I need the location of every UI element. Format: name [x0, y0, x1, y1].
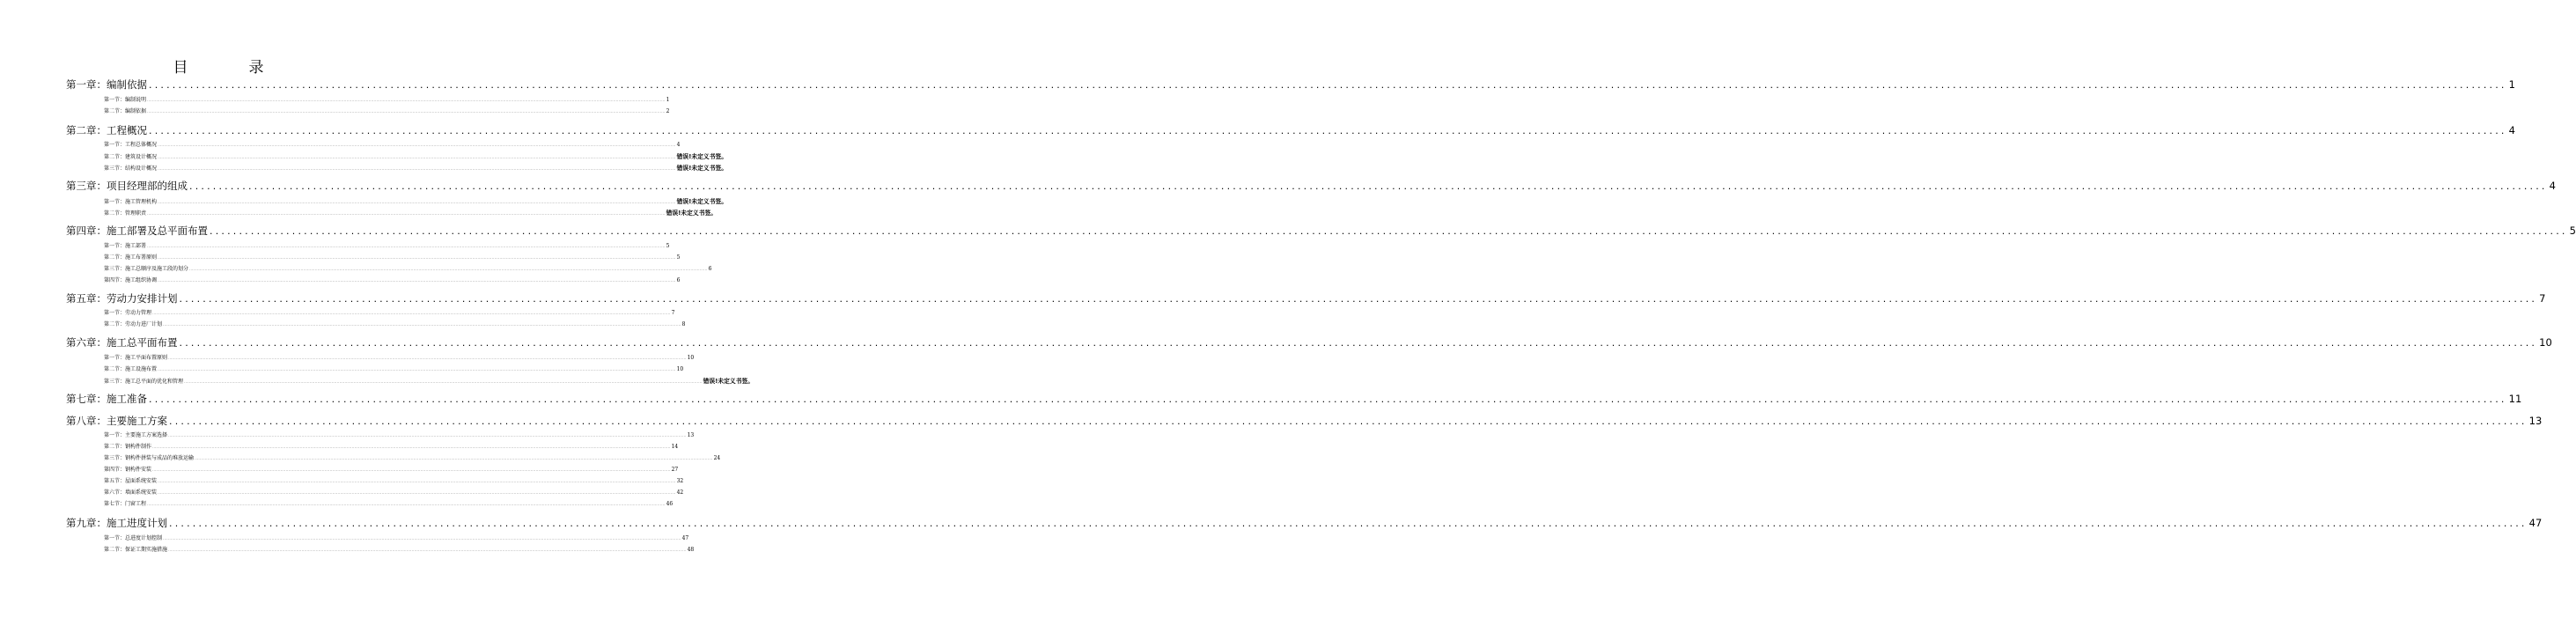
toc-section-2-3-label: 第三节：结构设计概况 — [104, 166, 158, 172]
toc-chapter-6[interactable] — [66, 335, 2552, 349]
toc-section-5-2-label: 第二节：劳动力进厂计划 — [104, 321, 163, 327]
toc-section-1-1-label: 第一节：编制说明 — [104, 97, 147, 103]
toc-section-4-2-page-number: 5 — [676, 254, 681, 261]
toc-chapter-3[interactable] — [66, 179, 2556, 193]
toc-chapter-6-page-number: 10 — [2539, 336, 2552, 349]
toc-section-5-2-leader-dots: ................................................................................................................................................................................................................................................................................................................................................................................................................ — [163, 322, 681, 327]
toc-section-8-5-label: 第五节：屋面系统安装 — [104, 478, 158, 484]
toc-chapter-2[interactable] — [66, 123, 2515, 137]
toc-section-4-4-label: 第四节：施工组织协调 — [104, 277, 158, 283]
toc-section-6-1-page-number: 10 — [687, 355, 695, 361]
toc-section-8-4-page-number: 27 — [671, 467, 679, 473]
toc-section-3-1[interactable] — [104, 196, 728, 205]
toc-section-1-1[interactable] — [104, 95, 670, 103]
toc-section-8-2-leader-dots: ................................................................................................................................................................................................................................................................................................................................................................................................................ — [152, 445, 671, 449]
toc-section-6-3[interactable] — [104, 376, 754, 385]
toc-section-9-1[interactable] — [104, 533, 689, 541]
toc-section-8-3-page-number: 24 — [713, 455, 721, 461]
toc-section-5-1-page-number: 7 — [671, 310, 675, 316]
toc-section-9-2-page-number: 48 — [687, 547, 695, 553]
toc-section-2-1[interactable] — [104, 140, 681, 148]
toc-chapter-7-page-number: 11 — [2508, 393, 2522, 405]
toc-section-6-2-label: 第二节：施工设施布置 — [104, 366, 158, 372]
toc-section-1-2[interactable] — [104, 107, 670, 114]
toc-chapter-1[interactable] — [66, 77, 2515, 92]
toc-chapter-9[interactable] — [66, 516, 2543, 530]
toc-section-6-2[interactable] — [104, 364, 684, 372]
toc-section-5-1-leader-dots: ................................................................................................................................................................................................................................................................................................................................................................................................................ — [152, 311, 671, 315]
toc-section-3-1-page-number: 错误!未定义书签。 — [676, 198, 728, 205]
toc-chapter-5[interactable] — [66, 291, 2546, 305]
toc-section-6-2-leader-dots: ................................................................................................................................................................................................................................................................................................................................................................................................................ — [158, 367, 676, 372]
toc-section-4-1-label: 第一节：施工部署 — [104, 243, 147, 249]
toc-section-4-1[interactable] — [104, 241, 670, 249]
toc-section-9-1-page-number: 47 — [681, 535, 689, 541]
toc-section-8-4-label: 第四节：钢构件安装 — [104, 467, 152, 473]
toc-chapter-5-page-number: 7 — [2539, 292, 2546, 305]
toc-chapter-3-label: 第三章：项目经理部的组成 — [66, 180, 188, 192]
toc-section-9-1-label: 第一节：总进度计划控制 — [104, 535, 163, 541]
toc-title: 目 录 — [173, 59, 287, 77]
toc-section-2-1-label: 第一节：工程总体概况 — [104, 142, 158, 148]
toc-section-4-2-leader-dots: ................................................................................................................................................................................................................................................................................................................................................................................................................ — [158, 255, 676, 260]
toc-chapter-2-page-number: 4 — [2508, 124, 2515, 136]
toc-section-3-1-label: 第一节：施工管理机构 — [104, 199, 158, 205]
toc-section-8-5-page-number: 32 — [676, 478, 684, 484]
toc-section-8-1-label: 第一节：主要施工方案选择 — [104, 432, 168, 438]
toc-section-4-1-leader-dots: ................................................................................................................................................................................................................................................................................................................................................................................................................ — [147, 244, 666, 248]
toc-section-2-2-leader-dots: ................................................................................................................................................................................................................................................................................................................................................................................................................ — [158, 155, 676, 159]
toc-section-6-1[interactable] — [104, 353, 695, 361]
toc-section-6-1-label: 第一节：施工平面布置原则 — [104, 355, 168, 361]
toc-section-8-4-leader-dots: ................................................................................................................................................................................................................................................................................................................................................................................................................ — [152, 467, 671, 472]
toc-section-2-3-page-number: 错误!未定义书签。 — [676, 165, 728, 172]
toc-chapter-6-label: 第六章：施工总平面布置 — [66, 336, 178, 349]
toc-section-2-2[interactable] — [104, 151, 728, 160]
toc-section-4-1-page-number: 5 — [666, 243, 670, 249]
toc-section-2-1-leader-dots: ................................................................................................................................................................................................................................................................................................................................................................................................................ — [158, 143, 676, 147]
toc-section-6-2-page-number: 10 — [676, 366, 684, 372]
toc-section-9-2-label: 第二节：保证工期实施措施 — [104, 547, 168, 553]
toc-section-2-2-page-number: 错误!未定义书签。 — [676, 153, 728, 160]
toc-section-4-4-leader-dots: ................................................................................................................................................................................................................................................................................................................................................................................................................ — [158, 278, 676, 283]
toc-section-5-2[interactable] — [104, 320, 686, 327]
toc-chapter-9-page-number: 47 — [2528, 517, 2543, 529]
toc-section-8-6[interactable] — [104, 488, 684, 496]
toc-chapter-4-label: 第四章：施工部署及总平面布置 — [66, 224, 208, 237]
toc-chapter-4-page-number: 5 — [2569, 224, 2576, 237]
toc-section-1-1-page-number: 1 — [666, 97, 670, 103]
toc-section-3-2-page-number: 错误!未定义书签。 — [666, 210, 718, 217]
toc-section-9-1-leader-dots: ................................................................................................................................................................................................................................................................................................................................................................................................................ — [163, 536, 681, 541]
toc-section-1-2-label: 第二节：编制依据 — [104, 108, 147, 114]
toc-section-1-2-leader-dots: ................................................................................................................................................................................................................................................................................................................................................................................................................ — [147, 109, 666, 114]
toc-section-9-2-leader-dots: ................................................................................................................................................................................................................................................................................................................................................................................................................ — [168, 548, 687, 552]
toc-section-4-3-page-number: 6 — [708, 266, 712, 272]
toc-chapter-5-label: 第五章：劳动力安排计划 — [66, 292, 178, 305]
toc-section-8-6-page-number: 42 — [676, 489, 684, 496]
toc-section-3-2[interactable] — [104, 208, 718, 217]
toc-section-3-2-leader-dots: ................................................................................................................................................................................................................................................................................................................................................................................................................ — [147, 211, 666, 216]
toc-chapter-2-label: 第二章：工程概况 — [66, 124, 147, 136]
toc-section-2-3[interactable] — [104, 163, 728, 172]
toc-section-5-1-label: 第一节：劳动力管理 — [104, 310, 152, 316]
toc-section-8-3[interactable] — [104, 453, 721, 461]
toc-section-6-3-leader-dots: ................................................................................................................................................................................................................................................................................................................................................................................................................ — [184, 379, 703, 384]
toc-chapter-7[interactable] — [66, 392, 2522, 406]
toc-section-8-4[interactable] — [104, 465, 679, 473]
toc-section-5-1[interactable] — [104, 308, 675, 316]
toc-chapter-4-leader-dots: ................................................................................................................................................................................................................................................................................................................................................................................................................ — [210, 225, 2568, 237]
toc-section-2-2-label: 第二节：建筑设计概况 — [104, 154, 158, 160]
toc-section-8-5[interactable] — [104, 476, 684, 484]
toc-chapter-8-label: 第八章：主要施工方案 — [66, 415, 167, 427]
toc-section-4-2-label: 第二节：施工布署原则 — [104, 254, 158, 261]
toc-section-8-7-leader-dots: ................................................................................................................................................................................................................................................................................................................................................................................................................ — [147, 502, 666, 506]
toc-section-8-6-leader-dots: ................................................................................................................................................................................................................................................................................................................................................................................................................ — [158, 490, 676, 495]
toc-section-8-2-label: 第二节：钢构件制作 — [104, 444, 152, 450]
toc-chapter-1-leader-dots: ................................................................................................................................................................................................................................................................................................................................................................................................................ — [149, 79, 2507, 91]
toc-chapter-7-label: 第七章：施工准备 — [66, 393, 147, 405]
toc-section-1-1-leader-dots: ................................................................................................................................................................................................................................................................................................................................................................................................................ — [147, 98, 666, 102]
toc-section-6-3-page-number: 错误!未定义书签。 — [703, 378, 754, 385]
toc-chapter-9-label: 第九章：施工进度计划 — [66, 517, 167, 529]
toc-chapter-1-label: 第一章：编制依据 — [66, 78, 147, 91]
toc-chapter-9-leader-dots: ................................................................................................................................................................................................................................................................................................................................................................................................................ — [169, 518, 2528, 529]
toc-section-3-1-leader-dots: ................................................................................................................................................................................................................................................................................................................................................................................................................ — [158, 200, 676, 204]
toc-chapter-8[interactable] — [66, 414, 2543, 428]
toc-section-8-7[interactable] — [104, 499, 673, 507]
toc-chapter-6-leader-dots: ................................................................................................................................................................................................................................................................................................................................................................................................................ — [179, 337, 2538, 349]
toc-section-4-2[interactable] — [104, 253, 681, 261]
toc-chapter-1-page-number: 1 — [2508, 78, 2515, 91]
toc-section-8-3-leader-dots: ................................................................................................................................................................................................................................................................................................................................................................................................................ — [195, 456, 713, 460]
toc-section-8-1-page-number: 13 — [687, 432, 695, 438]
toc-section-9-2[interactable] — [104, 545, 695, 553]
toc-chapter-3-page-number: 4 — [2549, 180, 2556, 192]
toc-section-4-4[interactable] — [104, 276, 681, 283]
toc-section-2-3-leader-dots: ................................................................................................................................................................................................................................................................................................................................................................................................................ — [158, 166, 676, 171]
toc-section-4-3-label: 第三节：施工总顺序及施工段的划分 — [104, 266, 189, 272]
toc-chapter-5-leader-dots: ................................................................................................................................................................................................................................................................................................................................................................................................................ — [179, 293, 2538, 305]
toc-section-4-3-leader-dots: ................................................................................................................................................................................................................................................................................................................................................................................................................ — [189, 267, 708, 271]
toc-section-8-7-page-number: 46 — [666, 501, 673, 507]
toc-section-8-1[interactable] — [104, 430, 695, 438]
toc-section-4-3[interactable] — [104, 264, 712, 272]
toc-section-8-3-label: 第三节：钢构件拼装与成品的堆放运输 — [104, 455, 195, 461]
toc-section-6-3-label: 第三节：施工总平面的优化和管理 — [104, 379, 184, 385]
toc-section-4-4-page-number: 6 — [676, 277, 681, 283]
toc-section-5-2-page-number: 8 — [681, 321, 686, 327]
toc-chapter-4[interactable] — [66, 224, 2576, 238]
toc-section-8-6-label: 第六节：墙面系统安装 — [104, 489, 158, 496]
toc-section-8-1-leader-dots: ................................................................................................................................................................................................................................................................................................................................................................................................................ — [168, 433, 687, 438]
toc-section-8-2[interactable] — [104, 442, 679, 450]
toc-chapter-3-leader-dots: ................................................................................................................................................................................................................................................................................................................................................................................................................ — [189, 180, 2548, 192]
toc-section-3-2-label: 第二节：管理职责 — [104, 210, 147, 217]
toc-chapter-8-leader-dots: ................................................................................................................................................................................................................................................................................................................................................................................................................ — [169, 416, 2528, 427]
toc-section-8-7-label: 第七节：门窗工程 — [104, 501, 147, 507]
toc-chapter-7-leader-dots: ................................................................................................................................................................................................................................................................................................................................................................................................................ — [149, 394, 2507, 405]
toc-section-2-1-page-number: 4 — [676, 142, 681, 148]
toc-chapter-2-leader-dots: ................................................................................................................................................................................................................................................................................................................................................................................................................ — [149, 125, 2507, 136]
toc-section-6-1-leader-dots: ................................................................................................................................................................................................................................................................................................................................................................................................................ — [168, 356, 687, 360]
toc-section-8-5-leader-dots: ................................................................................................................................................................................................................................................................................................................................................................................................................ — [158, 479, 676, 483]
toc-chapter-8-page-number: 13 — [2528, 415, 2543, 427]
toc-section-1-2-page-number: 2 — [666, 108, 670, 114]
toc-section-8-2-page-number: 14 — [671, 444, 679, 450]
